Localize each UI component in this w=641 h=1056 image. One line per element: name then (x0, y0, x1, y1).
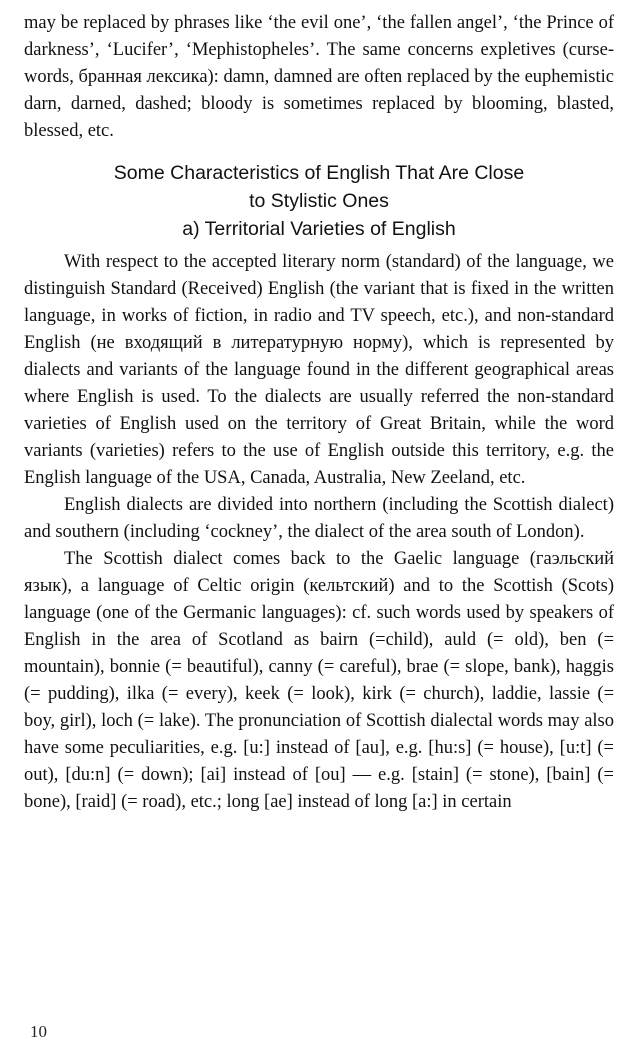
heading-line-1: Some Characteristics of English That Are Close (113, 162, 525, 184)
subheading: a) Territorial Varieties of English (182, 218, 456, 240)
paragraph-scottish-dialect: The Scottish dialect comes back to the Gaelic language (гаэльский язык), a language of Celtic origin (кельтский) and to the Scottish (Scots) language (one of the Germanic languages): cf. such words used by speakers of English in the area of Scotland as bairn (=child), auld (= old), ben (= mountain), bonnie (= beautiful), canny (= careful), brae (= slope, bank), haggis (= pudding), ilka (= every), keek (= look), kirk (= church), laddie, lassie (= boy, girl), loch (= lake). The pronunciation of Scottish dialectal words may also have some peculiarities, e.g. [u:] instead of [au], e.g. [hu:s] (= house), [u:t] (= out), [du:n] (= down); [ai] instead of [ou] — e.g. [stain] (= stone), [bain] (= bone), [raid] (= road), etc.; long [ae] instead of long [a:] in certain (24, 549, 614, 812)
paragraph-english-dialects: English dialects are divided into northern (including the Scottish dialect) and southern (including ‘cockney’, the dialect of the area south of London). (24, 495, 614, 542)
intro-paragraph: may be replaced by phrases like ‘the evil one’, ‘the fallen angel’, ‘the Prince of darkness’, ‘Lucifer’, ‘Mephistopheles’. The same concerns expletives (curse-words, бранная лексика): damn, damned are often replaced by the euphemistic darn, darned, dashed; bloody is sometimes replaced by blooming, blasted, blessed, etc. (24, 13, 614, 141)
document-page (24, 10, 614, 816)
page-number: 10 (30, 1022, 47, 1041)
paragraph-literary-norm: With respect to the accepted literary norm (standard) of the language, we distinguish Standard (Received) English (the variant that is fixed in the written language, in works of fiction, in radio and TV speech, etc.), and non-standard English (не входящий в литературную норму), which is represented by dialects and variants of the language found in the different geographical areas where English is used. To the dialects are usually referred the non-standard varieties of English used on the territory of Great Britain, while the word variants (varieties) refers to the use of English outside this territory, e.g. the English language of the USA, Canada, Australia, New Zeeland, etc. (24, 252, 614, 488)
section-heading (24, 159, 614, 243)
heading-line-2: to Stylistic Ones (249, 190, 389, 212)
